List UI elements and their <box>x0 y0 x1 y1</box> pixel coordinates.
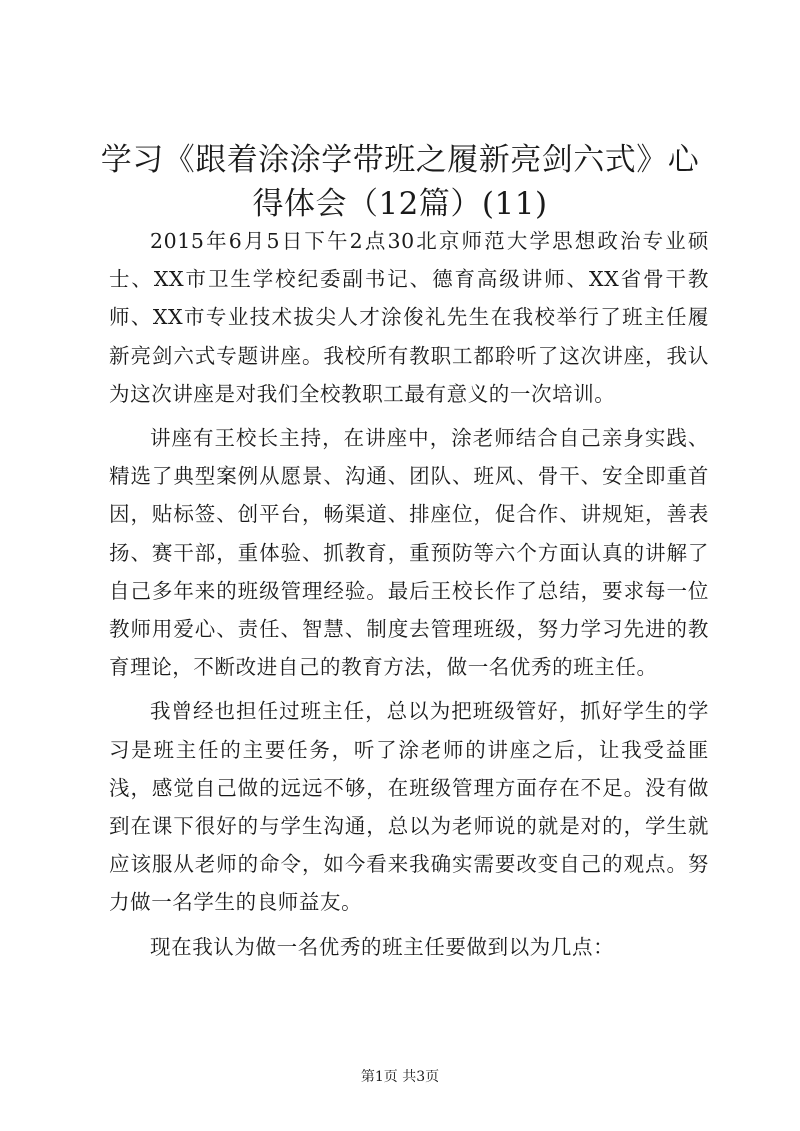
paragraph-1: 2015年6月5日下午2点30北京师范大学思想政治专业硕士、XX市卫生学校纪委副书记、德育高级讲师、XX省骨干教师、XX市专业技术拔尖人才涂俊礼先生在我校举行了班主任履新亮剑六式专题讲座。我校所有教职工都聆听了这次讲座，我认为这次讲座是对我们全校教职工最有意义的一次培训。 <box>109 229 709 406</box>
paragraph-2: 讲座有王校长主持，在讲座中，涂老师结合自己亲身实践、精选了典型案例从愿景、沟通、团队、班风、骨干、安全即重首因，贴标签、创平台，畅渠道、排座位，促合作、讲规矩，善表扬、赛干部，重体验、抓教育，重预防等六个方面认真的讲解了自己多年来的班级管理经验。最后王校长作了总结，要求每一位教师用爱心、责任、智慧、制度去管理班级，努力学习先进的教育理论，不断改进自己的教育方法，做一名优秀的班主任。 <box>109 426 709 680</box>
document-title: 学习《跟着涂涂学带班之履新亮剑六式》心得体会（12篇）(11) <box>100 142 700 222</box>
page-footer: 第1页 共3页 <box>360 1069 440 1085</box>
paragraph-3: 我曾经也担任过班主任，总以为把班级管好，抓好学生的学习是班主任的主要任务，听了涂老师的讲座之后，让我受益匪浅，感觉自己做的远远不够，在班级管理方面存在不足。没有做到在课下很好的与学生沟通，总以为老师说的就是对的，学生就应该服从老师的命令，如今看来我确实需要改变自己的观点。努力做一名学生的良师益友。 <box>109 699 709 915</box>
document-body <box>109 222 709 972</box>
paragraph-4: 现在我认为做一名优秀的班主任要做到以为几点： <box>150 934 615 959</box>
